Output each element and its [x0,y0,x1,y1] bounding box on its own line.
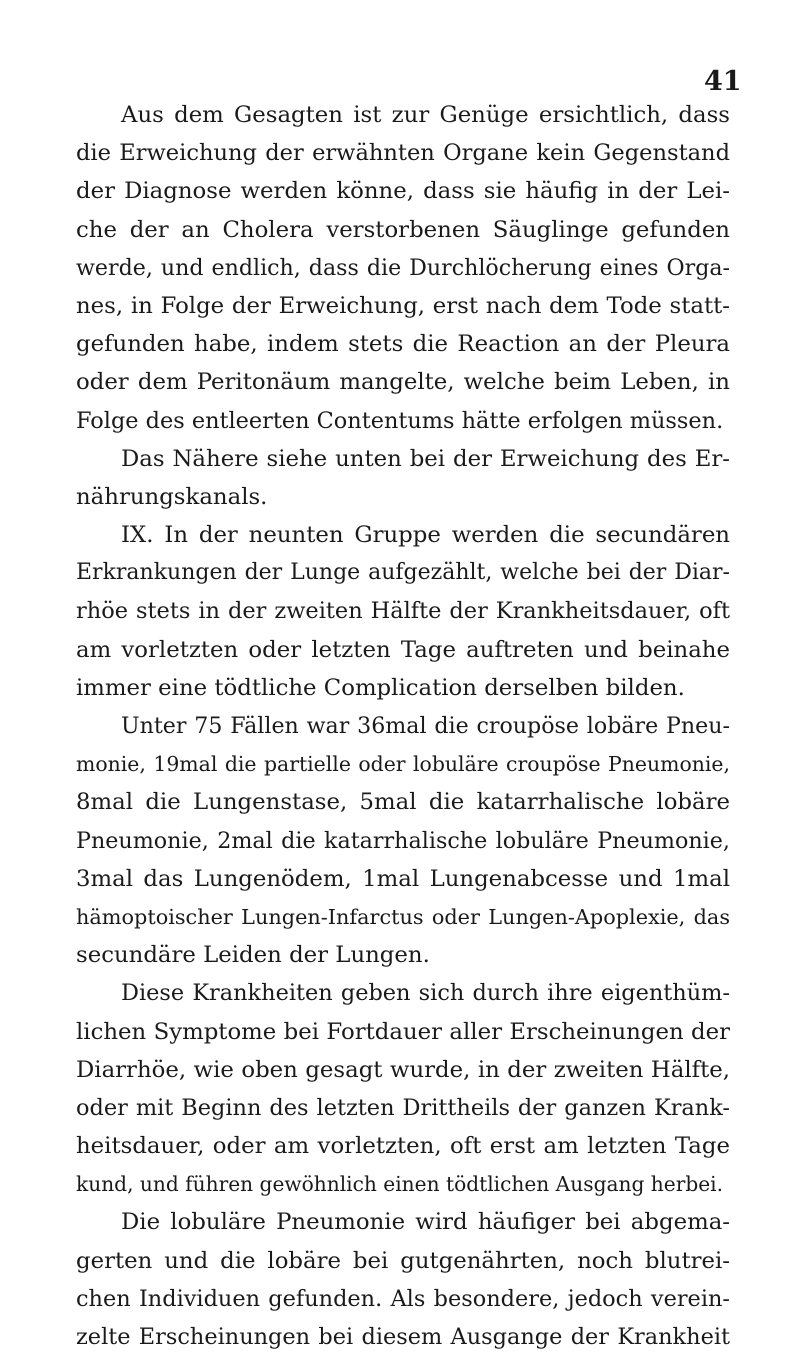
text-line: secundäre Leiden der Lungen. [76,942,430,969]
text-line: werde, und endlich, dass die Durchlöcherung eines Orga- [76,254,730,281]
text-line: 8mal die Lungenstase, 5mal die katarrhalische lobäre [76,789,730,816]
text-line: Diese Krankheiten geben sich durch ihre eigenthüm- [121,980,730,1007]
body-text [76,96,730,1356]
text-line: 3mal das Lungenödem, 1mal Lungenabcesse und 1mal [76,865,730,892]
text-line: oder mit Beginn des letzten Drittheils der ganzen Krank- [76,1094,730,1121]
text-line: IX. In der neunten Gruppe werden die secundären [121,522,730,549]
page-number: 41 [704,66,742,97]
text-line: Unter 75 Fällen war 36mal die croupöse lobäre Pneu- [121,713,730,739]
text-line: Die lobuläre Pneumonie wird häufiger bei abgema- [121,1209,730,1236]
text-line: Aus dem Gesagten ist zur Genüge ersichtlich, dass [121,102,730,128]
text-line: nährungskanals. [76,483,268,510]
text-line: lichen Symptome bei Fortdauer aller Erscheinungen der [76,1018,730,1045]
text-line: hämoptoischer Lungen-Infarctus oder Lungen-Apoplexie, das [76,904,730,929]
text-line: Diarrhöe, wie oben gesagt wurde, in der zweiten Hälfte, [76,1056,730,1083]
text-line: gefunden habe, indem stets die Reaction an der Pleura [76,331,730,358]
text-line: heitsdauer, oder am vorletzten, oft erst am letzten Tage [76,1133,730,1160]
text-line: Erkrankungen der Lunge aufgezählt, welche bei der Diar- [76,560,730,586]
text-line: chen Individuen gefunden. Als besondere, jedoch verein- [76,1285,730,1312]
text-line: Pneumonie, 2mal die katarrhalische lobuläre Pneumonie, [76,827,730,854]
text-line: zelte Erscheinungen bei diesem Ausgange der Krankheit [76,1324,730,1350]
text-line: monie, 19mal die partielle oder lobuläre croupöse Pneumonie, [76,752,730,777]
text-line: rhöe stets in der zweiten Hälfte der Krankheitsdauer, oft [76,598,730,625]
text-line: Das Nähere siehe unten bei der Erweichung des Er- [121,445,730,472]
text-line: che der an Cholera verstorbenen Säuglinge gefunden [76,216,730,243]
text-line: Folge des entleerten Contentums hätte erfolgen müssen. [76,407,724,434]
text-line: die Erweichung der erwähnten Organe kein Gegenstand [76,140,730,167]
text-line: am vorletzten oder letzten Tage auftreten und beinahe [76,636,730,663]
text-line: oder dem Peritonäum mangelte, welche beim Leben, in [76,369,730,396]
text-line: der Diagnose werden könne, dass sie häufig in der Lei- [76,178,730,205]
text-line: nes, in Folge der Erweichung, erst nach dem Tode statt- [76,292,730,319]
text-line: gerten und die lobäre bei gutgenährten, noch blutrei- [76,1247,730,1274]
text-line: immer eine tödtliche Complication derselben bilden. [76,674,685,701]
text-line: kund, und führen gewöhnlich einen tödtlichen Ausgang herbei. [76,1172,724,1197]
